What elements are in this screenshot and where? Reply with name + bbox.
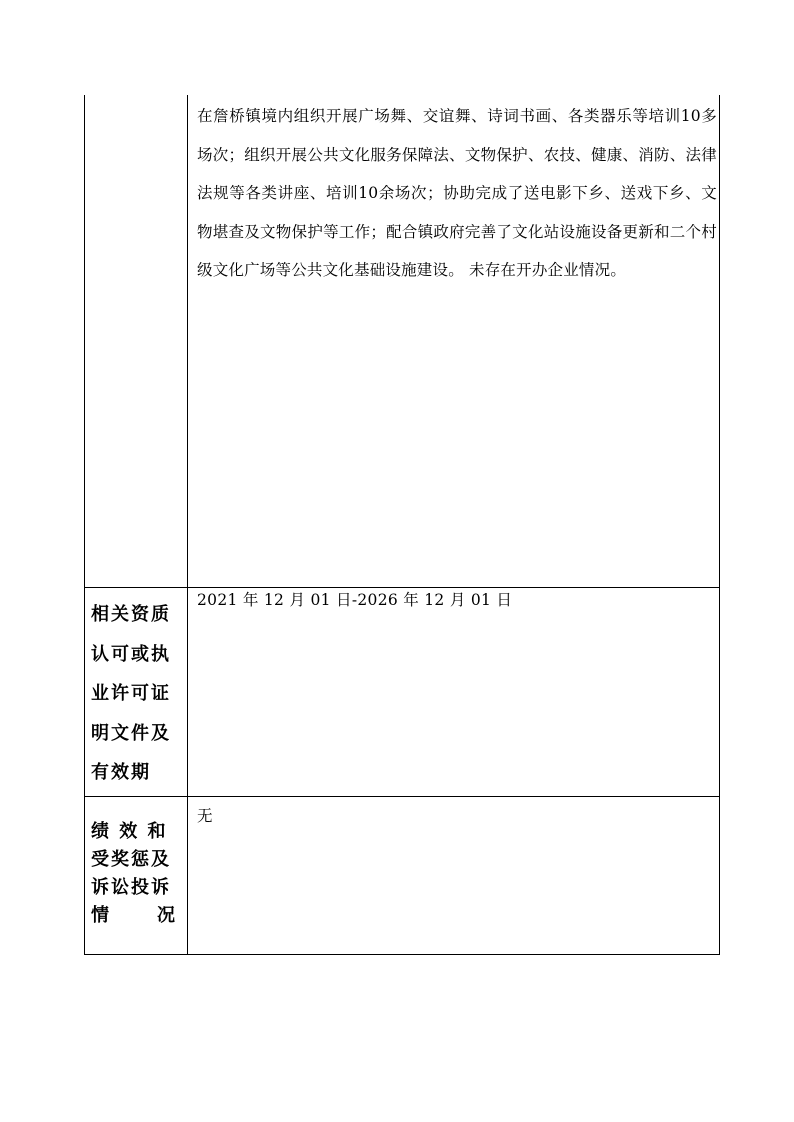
activity-description: 在詹桥镇境内组织开展广场舞、交谊舞、诗词书画、各类器乐等培训10多场次；组织开展公共文化服务保障法、文物保护、农技、健康、消防、法律法规等各类讲座、培训10余场次；协助完成了送电影下乡、送戏下乡、文物堪查及文物保护等工作；配合镇政府完善了文化站设施设备更新和二个村级文化广场等公共文化基础设施建设。 未存在开办企业情况。 xyxy=(197,107,717,279)
performance-label-char: 况 xyxy=(157,905,177,926)
performance-label xyxy=(91,818,183,930)
performance-value: 无 xyxy=(197,807,213,825)
row-divider xyxy=(85,796,719,797)
info-table xyxy=(84,95,720,955)
performance-label-line: 受奖惩及 xyxy=(91,849,171,870)
license-label: 相关资质认可或执业许可证明文件及有效期 xyxy=(91,604,171,783)
performance-label-line: 绩 效 和 xyxy=(91,821,168,842)
column-divider xyxy=(187,95,188,954)
row-divider xyxy=(85,587,719,588)
performance-label-line: 诉讼投诉 xyxy=(91,877,171,898)
performance-label-char: 情 xyxy=(91,905,111,926)
license-validity-period: 2021 年 12 月 01 日-2026 年 12 月 01 日 xyxy=(197,591,513,609)
performance-label-line xyxy=(91,902,177,930)
